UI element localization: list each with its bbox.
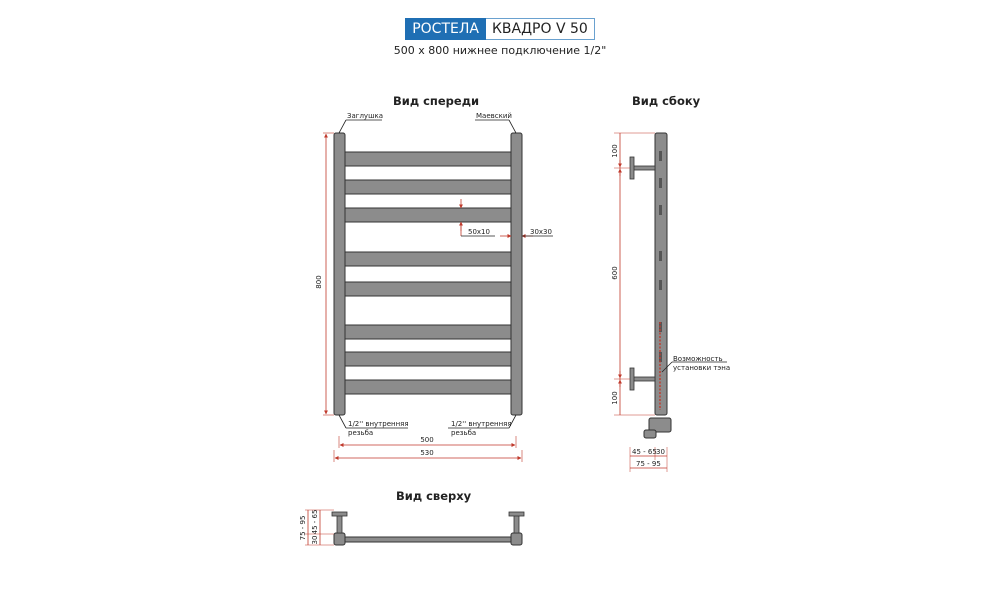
top-dim-b: 45 - 65 xyxy=(311,509,319,535)
top-dim-total: 75 - 95 xyxy=(299,515,307,541)
width-inner-label: 500 xyxy=(420,436,434,444)
side-post xyxy=(655,133,667,415)
heater-label-line2: установки тэна xyxy=(673,364,731,372)
side-view xyxy=(611,133,730,472)
top-post-left xyxy=(334,533,345,545)
top-view xyxy=(299,510,524,545)
side-depth-b: 30 xyxy=(656,448,665,456)
subtitle: 500 х 800 нижнее подключение 1/2" xyxy=(393,44,607,57)
front-view-title: Вид спереди xyxy=(393,94,480,108)
model-label: КВАДРО V 50 xyxy=(486,18,595,40)
top-dim-a: 30 xyxy=(311,535,319,545)
top-view-title: Вид сверху xyxy=(396,489,472,503)
bar xyxy=(344,180,512,194)
bar xyxy=(344,325,512,339)
width-outer-label: 530 xyxy=(420,449,434,457)
side-dim-mid: 600 xyxy=(611,266,619,280)
post-label: 30х30 xyxy=(530,228,552,236)
wall-bracket-top xyxy=(630,157,655,179)
profile-label: 50х10 xyxy=(468,228,490,236)
bar xyxy=(344,252,512,266)
bar xyxy=(344,282,512,296)
bottom-connector-nut xyxy=(644,430,656,438)
front-view xyxy=(315,112,553,462)
side-depth-total: 75 - 95 xyxy=(636,460,661,468)
side-dim-top: 100 xyxy=(611,144,619,158)
bar xyxy=(344,352,512,366)
thread-right-line2: резьба xyxy=(451,429,477,437)
height-label: 800 xyxy=(315,275,323,289)
thread-right-line1: 1/2'' внутренняя xyxy=(451,420,512,428)
right-post xyxy=(511,133,522,415)
heater-label-line1: Возможность xyxy=(673,355,723,363)
wall-bracket-bottom xyxy=(630,368,655,390)
thread-left-line2: резьба xyxy=(348,429,374,437)
thread-left-line1: 1/2'' внутренняя xyxy=(348,420,409,428)
top-bar xyxy=(339,537,517,542)
side-depth-a: 45 - 65 xyxy=(632,448,657,456)
side-dim-bottom: 100 xyxy=(611,391,619,405)
bar xyxy=(344,152,512,166)
left-post xyxy=(334,133,345,415)
plug-label: Заглушка xyxy=(347,112,383,120)
top-post-right xyxy=(511,533,522,545)
brand-label: РОСТЕЛА xyxy=(405,18,486,40)
side-view-title: Вид сбоку xyxy=(632,94,701,108)
top-brackets xyxy=(332,512,524,533)
bar xyxy=(344,208,512,222)
valve-label: Маевский xyxy=(476,112,512,120)
front-bars xyxy=(344,152,512,394)
bar xyxy=(344,380,512,394)
